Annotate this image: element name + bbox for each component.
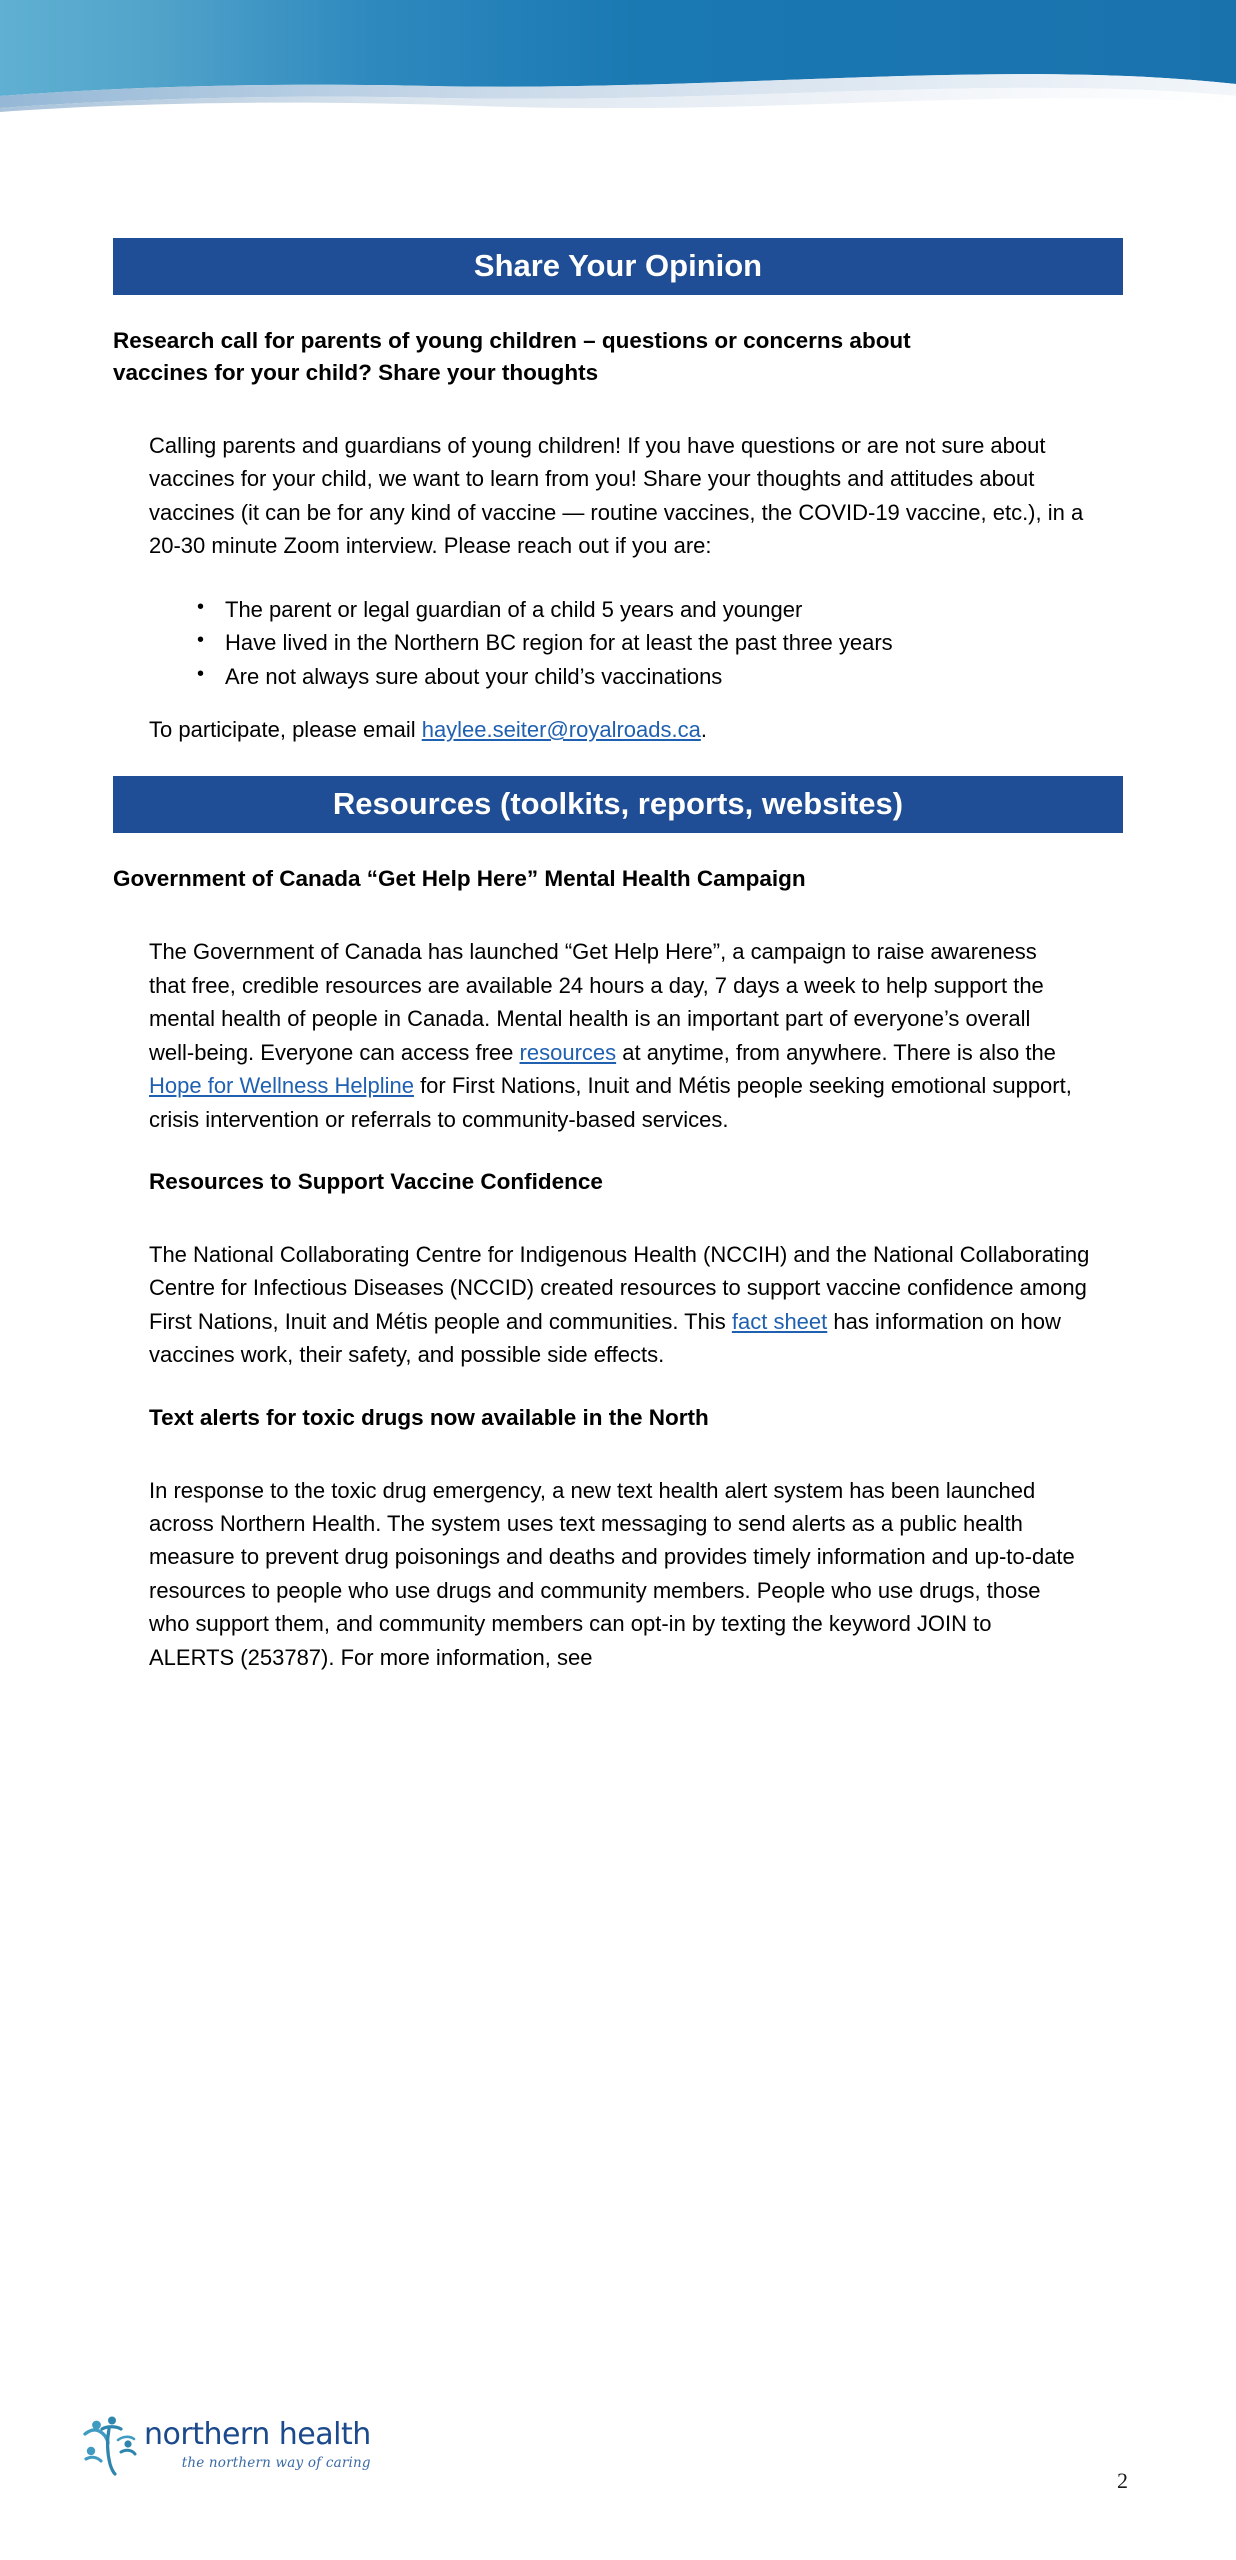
page-footer <box>0 2416 1236 2526</box>
text-alerts-paragraph: In response to the toxic drug emergency, a new text health alert system has been launched across Northern Health. The system uses text messaging to send alerts as a public health measure to prevent drug poisonings and deaths and provides timely information and up-to-date resources to people who use drugs and community members. People who use drugs, those who support them, and community members can opt-in by texting the keyword JOIN to ALERTS (253787). For more information, see <box>149 1477 1075 1670</box>
eligibility-bullet-list <box>113 593 1123 693</box>
northern-health-logo-mark <box>82 2416 138 2480</box>
fact-sheet-link[interactable]: fact sheet <box>731 1308 828 1334</box>
vaccine-confidence-heading: Resources to Support Vaccine Confidence <box>149 1168 603 1194</box>
page-header-banner <box>0 0 1236 160</box>
section-banner-share-your-opinion: Share Your Opinion <box>113 238 1123 295</box>
northern-health-logo <box>82 2416 371 2480</box>
section-banner-resources: Resources (toolkits, reports, websites) <box>113 776 1123 833</box>
ghh-text-part-3: for First Nations, Inuit and Métis people seeking emotional support, crisis intervention or referrals to community-based services. <box>149 1073 1072 1132</box>
vc-text-part-2: has information on how vaccines work, their safety, and possible side effects. <box>149 1308 1061 1368</box>
share-opinion-heading: Research call for parents of young children – questions or concerns about vaccines for your child? Share your thoughts <box>113 328 911 385</box>
page-number: 2 <box>1117 2468 1128 2493</box>
get-help-here-paragraph <box>113 935 1079 1136</box>
hope-for-wellness-helpline-link[interactable]: Hope for Wellness Helpline <box>149 1073 414 1099</box>
content-column <box>113 160 1123 1674</box>
text-alerts-heading: Text alerts for toxic drugs now available in the North <box>149 1404 709 1430</box>
email-link-haylee-seiter[interactable]: haylee.seiter@royalroads.ca <box>421 716 701 742</box>
share-opinion-paragraph: Calling parents and guardians of young children! If you have questions or are not sure about vaccines for your child, we want to learn from you! Share your thoughts and attitudes about vaccines (it can be for any kind of vaccine — routine vaccines, the COVID-19 vaccine, etc.), in a 20-30 minute Zoom interview. Please reach out if you are: <box>149 432 1084 559</box>
list-item: • The parent or legal guardian of a child 5 years and younger <box>197 593 1123 626</box>
participate-contact-line <box>113 713 1123 746</box>
logo-wordmark: northern health <box>144 2417 371 2452</box>
logo-text-block <box>144 2416 371 2471</box>
logo-tagline: the northern way of caring <box>181 2455 371 2471</box>
get-help-here-heading: Government of Canada “Get Help Here” Mental Health Campaign <box>113 866 806 892</box>
resources-link[interactable]: resources <box>519 1039 617 1065</box>
vc-text-part-1: The National Collaborating Centre for Indigenous Health (NCCIH) and the National Collaborating Centre for Infectious Diseases (NCCID) created resources to support vaccine confidence among First Nations, Inuit and Métis people and communities. This <box>149 1241 1090 1334</box>
contact-prefix-text: To participate, please email <box>149 716 422 742</box>
list-item: • Have lived in the Northern BC region for at least the past three years <box>197 626 1123 659</box>
vaccine-confidence-paragraph <box>113 1238 1094 1372</box>
contact-suffix-text: . <box>700 716 707 742</box>
ghh-text-part-2: at anytime, from anywhere. There is also the <box>616 1039 1056 1065</box>
list-item: • Are not always sure about your child’s vaccinations <box>197 660 1123 693</box>
ghh-text-part-1: The Government of Canada has launched “Get Help Here”, a campaign to raise awareness that free, credible resources are available 24 hours a day, 7 days a week to help support the mental health of people in Canada. Mental health is an important part of everyone’s overall well-being. Everyone can access free <box>149 939 1044 1065</box>
header-wave-graphic <box>0 0 1236 160</box>
document-body <box>0 160 1236 1674</box>
